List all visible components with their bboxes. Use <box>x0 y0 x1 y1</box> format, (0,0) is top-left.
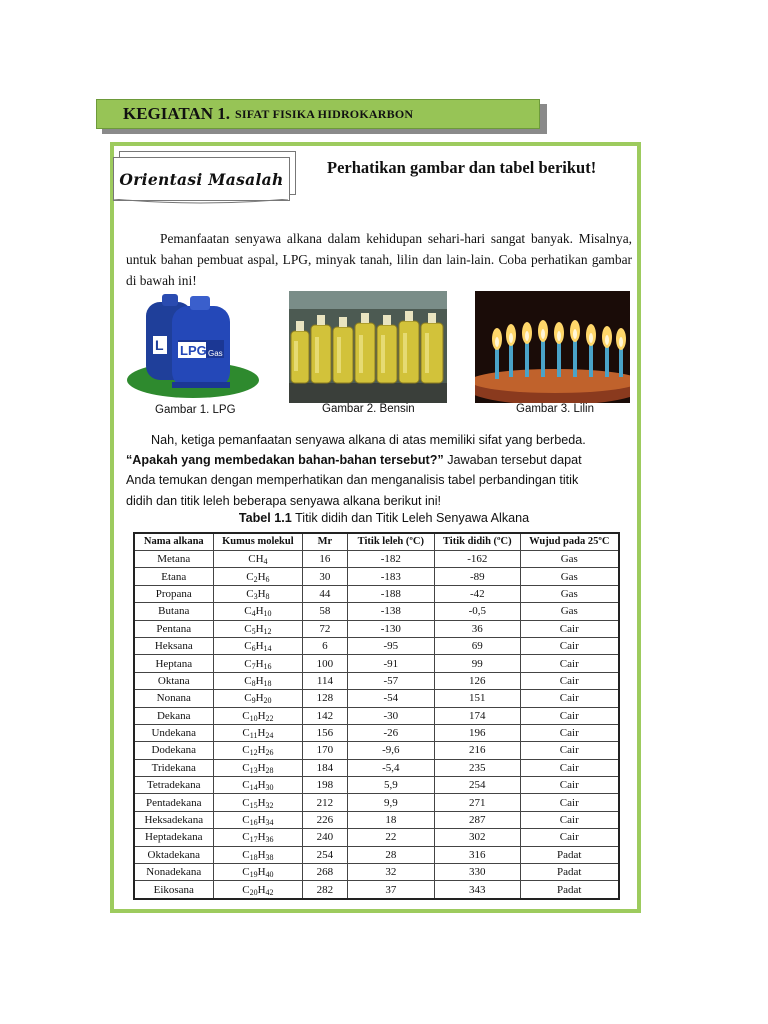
rumus-h-count: 38 <box>265 852 274 862</box>
cell-wujud: Cair <box>520 637 619 654</box>
cell-rumus <box>213 707 303 724</box>
cell-rumus <box>213 724 303 741</box>
rumus-c-count: 2 <box>253 574 258 584</box>
cell-nama: Metana <box>134 551 213 568</box>
cell-titik-leleh: 18 <box>347 811 434 828</box>
rumus-h: H <box>257 779 266 792</box>
alkana-table <box>133 532 620 900</box>
cell-mr: 72 <box>303 620 347 637</box>
cell-wujud: Cair <box>520 811 619 828</box>
caption-lilin: Gambar 3. Lilin <box>516 403 594 415</box>
cell-mr: 44 <box>303 585 347 602</box>
table-row <box>134 811 619 828</box>
cell-wujud: Cair <box>520 655 619 672</box>
cell-titik-didih: 174 <box>435 707 521 724</box>
cell-rumus <box>213 759 303 776</box>
table-row <box>134 724 619 741</box>
rumus-h: H <box>255 692 264 705</box>
rumus-c: C <box>242 709 250 722</box>
analysis-line-1: Nah, ketiga pemanfaatan senyawa alkana di atas memiliki sifat yang berbeda. <box>151 433 586 447</box>
analysis-line-4: didih dan titik leleh beberapa senyawa alkana berikut ini! <box>126 493 442 508</box>
table-caption-number: Tabel 1.1 <box>238 511 292 525</box>
cell-wujud: Cair <box>520 707 619 724</box>
rumus-h-count: 36 <box>265 835 274 845</box>
rumus-c: C <box>242 796 250 809</box>
lpg-image <box>126 292 260 400</box>
analysis-paragraph <box>126 430 632 511</box>
rumus-c-count: 8 <box>251 678 256 688</box>
rumus-h: H <box>257 814 266 827</box>
cell-wujud: Cair <box>520 759 619 776</box>
cell-wujud: Gas <box>520 568 619 585</box>
rumus-c: C <box>242 744 250 757</box>
table-row <box>134 637 619 654</box>
cell-mr: 198 <box>303 777 347 794</box>
rumus-c: C <box>242 727 250 740</box>
cell-rumus <box>213 690 303 707</box>
cell-mr: 240 <box>303 829 347 846</box>
activity-subtitle: SIFAT FISIKA HIDROKARBON <box>235 106 414 121</box>
table-caption <box>126 511 642 525</box>
cell-mr: 16 <box>303 551 347 568</box>
rumus-c-count: 10 <box>249 713 258 723</box>
cell-mr: 212 <box>303 794 347 811</box>
rumus-c-count: 15 <box>249 800 258 810</box>
rumus-c-count: 7 <box>251 661 256 671</box>
column-header: Nama alkana <box>134 533 213 551</box>
cell-nama: Propana <box>134 585 213 602</box>
rumus-h-count: 42 <box>265 887 274 897</box>
intro-paragraph: Pemanfaatan senyawa alkana dalam kehidupan sehari-hari sangat banyak. Misalnya, untuk bahan pembuat aspal, LPG, minyak tanah, lilin dan lain-lain. Coba perhatikan gambar di bawah ini! <box>126 231 632 288</box>
cell-wujud: Padat <box>520 864 619 881</box>
analysis-line-3: Anda temukan dengan memperhatikan dan menganalisis tabel perbandingan titik <box>126 473 579 488</box>
cell-rumus <box>213 568 303 585</box>
rumus-h: H <box>257 883 266 896</box>
cell-mr: 128 <box>303 690 347 707</box>
rumus-h-count: 6 <box>265 574 270 584</box>
rumus-c: C <box>244 657 252 670</box>
lpg-l-label: L <box>155 337 164 353</box>
analysis-line-2 <box>126 450 632 470</box>
lpg-label: LPG <box>180 343 207 358</box>
cell-rumus <box>213 620 303 637</box>
cell-mr: 6 <box>303 637 347 654</box>
rumus-h-count: 10 <box>263 609 272 619</box>
cell-mr: 142 <box>303 707 347 724</box>
cell-titik-leleh: -183 <box>347 568 434 585</box>
cell-titik-leleh: -9,6 <box>347 742 434 759</box>
cell-mr: 58 <box>303 603 347 620</box>
cell-wujud: Padat <box>520 846 619 863</box>
analysis-after-question: Jawaban tersebut dapat <box>443 453 582 468</box>
rumus-h: H <box>257 727 266 740</box>
table-row <box>134 620 619 637</box>
cell-titik-didih: 254 <box>435 777 521 794</box>
cell-nama: Heptadekana <box>134 829 213 846</box>
rumus-c: C <box>244 622 252 635</box>
cell-titik-didih: 316 <box>435 846 521 863</box>
cell-titik-didih: 343 <box>435 881 521 899</box>
rumus-c: C <box>244 674 252 687</box>
cell-wujud: Cair <box>520 742 619 759</box>
rumus-c: C <box>244 692 252 705</box>
rumus-h-count: 34 <box>265 818 274 828</box>
column-header: Titik didih (ºC) <box>435 533 521 551</box>
table-row <box>134 881 619 899</box>
cell-rumus <box>213 603 303 620</box>
cell-nama: Undekana <box>134 724 213 741</box>
cell-titik-leleh: -138 <box>347 603 434 620</box>
cell-mr: 184 <box>303 759 347 776</box>
cell-titik-leleh: -95 <box>347 637 434 654</box>
cell-mr: 268 <box>303 864 347 881</box>
rumus-h: H <box>257 709 266 722</box>
orientation-label: Orientasi Masalah <box>113 157 290 201</box>
cell-titik-leleh: 22 <box>347 829 434 846</box>
rumus-h: H <box>257 587 266 600</box>
cell-nama: Tetradekana <box>134 777 213 794</box>
rumus-c-count: 4 <box>251 609 256 619</box>
rumus-c: C <box>242 831 250 844</box>
rumus-h-count: 30 <box>265 783 274 793</box>
cell-titik-leleh: 37 <box>347 881 434 899</box>
rumus-h: H <box>255 657 264 670</box>
rumus-h-count: 26 <box>265 748 274 758</box>
rumus-c-count: 14 <box>249 783 258 793</box>
cell-rumus <box>213 811 303 828</box>
rumus-c-count: 9 <box>251 696 256 706</box>
cell-titik-didih: 271 <box>435 794 521 811</box>
table-row <box>134 777 619 794</box>
column-header: Titik leleh (ºC) <box>347 533 434 551</box>
cell-mr: 100 <box>303 655 347 672</box>
table-body <box>134 551 619 899</box>
rumus-h: H <box>255 605 264 618</box>
cell-titik-didih: 235 <box>435 759 521 776</box>
cell-rumus <box>213 794 303 811</box>
rumus-c-count: 17 <box>249 835 258 845</box>
cell-rumus <box>213 672 303 689</box>
cell-titik-leleh: -54 <box>347 690 434 707</box>
cell-nama: Pentana <box>134 620 213 637</box>
cell-rumus <box>213 846 303 863</box>
cell-nama: Heptana <box>134 655 213 672</box>
rumus-h: H <box>257 761 266 774</box>
cell-wujud: Cair <box>520 620 619 637</box>
table-row <box>134 603 619 620</box>
rumus-c-count: 13 <box>249 765 258 775</box>
rumus-c: C <box>242 883 250 896</box>
rumus-c: C <box>242 848 250 861</box>
cell-wujud: Cair <box>520 794 619 811</box>
caption-lpg: Gambar 1. LPG <box>155 404 236 416</box>
cell-mr: 254 <box>303 846 347 863</box>
table-row <box>134 794 619 811</box>
cell-titik-leleh: -57 <box>347 672 434 689</box>
rumus-c: C <box>244 605 252 618</box>
cell-wujud: Cair <box>520 724 619 741</box>
rumus-h: H <box>255 674 264 687</box>
rumus-c: C <box>242 866 250 879</box>
rumus-h-count: 32 <box>265 800 274 810</box>
table-row <box>134 672 619 689</box>
cell-rumus <box>213 829 303 846</box>
table-row <box>134 585 619 602</box>
cell-wujud: Gas <box>520 551 619 568</box>
rumus-h-count: 20 <box>263 696 272 706</box>
cell-titik-didih: -42 <box>435 585 521 602</box>
analysis-question: “Apakah yang membedakan bahan-bahan tersebut?” <box>126 453 444 468</box>
column-header: Mr <box>303 533 347 551</box>
rumus-h: H <box>255 553 264 566</box>
rumus-c-count: 6 <box>251 644 256 654</box>
rumus-c: C <box>242 814 250 827</box>
rumus-h: H <box>255 640 264 653</box>
rumus-c: C <box>244 640 252 653</box>
cell-nama: Dodekana <box>134 742 213 759</box>
rumus-h-count: 14 <box>263 644 272 654</box>
cell-titik-didih: 69 <box>435 637 521 654</box>
cell-mr: 156 <box>303 724 347 741</box>
cell-titik-leleh: 9,9 <box>347 794 434 811</box>
cell-titik-leleh: -182 <box>347 551 434 568</box>
cell-nama: Dekana <box>134 707 213 724</box>
table-header-row <box>134 533 619 551</box>
cell-rumus <box>213 551 303 568</box>
cell-titik-didih: 302 <box>435 829 521 846</box>
cell-nama: Etana <box>134 568 213 585</box>
table-row <box>134 846 619 863</box>
cell-wujud: Gas <box>520 603 619 620</box>
rumus-c-count: 12 <box>249 748 258 758</box>
rumus-c: C <box>248 553 256 566</box>
table-row <box>134 742 619 759</box>
rumus-c: C <box>246 570 254 583</box>
column-header: Wujud pada 25ºC <box>520 533 619 551</box>
lilin-image <box>475 291 630 403</box>
cell-rumus <box>213 881 303 899</box>
cell-titik-leleh: 5,9 <box>347 777 434 794</box>
cell-nama: Butana <box>134 603 213 620</box>
cell-mr: 282 <box>303 881 347 899</box>
cell-nama: Oktadekana <box>134 846 213 863</box>
cell-titik-didih: 330 <box>435 864 521 881</box>
rumus-c-count: 18 <box>249 852 258 862</box>
cell-titik-didih: 216 <box>435 742 521 759</box>
cell-wujud: Cair <box>520 777 619 794</box>
cell-titik-leleh: -26 <box>347 724 434 741</box>
cell-titik-didih: 287 <box>435 811 521 828</box>
rumus-h-count: 12 <box>263 626 272 636</box>
table-row <box>134 759 619 776</box>
cell-mr: 170 <box>303 742 347 759</box>
gas-label: Gas <box>208 349 223 358</box>
rumus-c: C <box>246 587 254 600</box>
rumus-c: C <box>242 761 250 774</box>
cell-titik-leleh: 32 <box>347 864 434 881</box>
rumus-h: H <box>257 848 266 861</box>
cell-rumus <box>213 637 303 654</box>
cell-nama: Nonadekana <box>134 864 213 881</box>
table-row <box>134 551 619 568</box>
rumus-c-count: 5 <box>251 626 256 636</box>
cell-nama: Heksana <box>134 637 213 654</box>
cell-titik-leleh: -91 <box>347 655 434 672</box>
rumus-h: H <box>257 570 266 583</box>
cell-titik-didih: -0,5 <box>435 603 521 620</box>
rumus-h: H <box>257 831 266 844</box>
cell-nama: Oktana <box>134 672 213 689</box>
cell-titik-leleh: -188 <box>347 585 434 602</box>
rumus-h: H <box>257 866 266 879</box>
cell-rumus <box>213 777 303 794</box>
caption-bensin: Gambar 2. Bensin <box>322 403 415 415</box>
table-row <box>134 829 619 846</box>
cell-mr: 30 <box>303 568 347 585</box>
activity-title: KEGIATAN 1. <box>123 104 231 123</box>
rumus-h-count: 18 <box>263 678 272 688</box>
rumus-c-count: 19 <box>249 870 258 880</box>
cell-titik-leleh: -130 <box>347 620 434 637</box>
cell-titik-leleh: -30 <box>347 707 434 724</box>
rumus-h: H <box>255 622 264 635</box>
rumus-c-count: 3 <box>253 591 258 601</box>
table-row <box>134 655 619 672</box>
orientation-box-tail <box>113 199 288 205</box>
rumus-c-count: 20 <box>249 887 258 897</box>
cell-wujud: Gas <box>520 585 619 602</box>
table-row <box>134 568 619 585</box>
rumus-c-count: 16 <box>249 818 258 828</box>
rumus-h-count: 22 <box>265 713 274 723</box>
cell-rumus <box>213 655 303 672</box>
table-row <box>134 690 619 707</box>
table-row <box>134 707 619 724</box>
cell-titik-leleh: 28 <box>347 846 434 863</box>
rumus-h-count: 8 <box>265 591 270 601</box>
cell-wujud: Cair <box>520 690 619 707</box>
cell-nama: Heksadekana <box>134 811 213 828</box>
cell-nama: Tridekana <box>134 759 213 776</box>
prompt-heading: Perhatikan gambar dan tabel berikut! <box>327 158 597 177</box>
cell-wujud: Padat <box>520 881 619 899</box>
table-row <box>134 864 619 881</box>
cell-rumus <box>213 864 303 881</box>
rumus-h-count: 24 <box>265 731 274 741</box>
cell-titik-didih: -89 <box>435 568 521 585</box>
activity-header <box>96 99 540 129</box>
cell-titik-didih: 196 <box>435 724 521 741</box>
cell-rumus <box>213 585 303 602</box>
rumus-h: H <box>257 744 266 757</box>
cell-nama: Pentadekana <box>134 794 213 811</box>
rumus-h-count: 40 <box>265 870 274 880</box>
rumus-h-count: 4 <box>263 557 268 567</box>
cell-titik-didih: -162 <box>435 551 521 568</box>
cell-wujud: Cair <box>520 829 619 846</box>
cell-nama: Eikosana <box>134 881 213 899</box>
column-header: Kumus molekul <box>213 533 303 551</box>
cell-mr: 226 <box>303 811 347 828</box>
table-caption-text: Titik didih dan Titik Leleh Senyawa Alkana <box>291 511 530 525</box>
cell-titik-didih: 151 <box>435 690 521 707</box>
cell-wujud: Cair <box>520 672 619 689</box>
rumus-h: H <box>257 796 266 809</box>
rumus-c: C <box>242 779 250 792</box>
cell-titik-didih: 126 <box>435 672 521 689</box>
rumus-h-count: 16 <box>263 661 272 671</box>
bensin-image <box>289 291 447 403</box>
rumus-c-count: 11 <box>249 731 258 741</box>
rumus-h-count: 28 <box>265 765 274 775</box>
cell-rumus <box>213 742 303 759</box>
cell-mr: 114 <box>303 672 347 689</box>
cell-titik-didih: 36 <box>435 620 521 637</box>
cell-titik-leleh: -5,4 <box>347 759 434 776</box>
cell-titik-didih: 99 <box>435 655 521 672</box>
cell-nama: Nonana <box>134 690 213 707</box>
